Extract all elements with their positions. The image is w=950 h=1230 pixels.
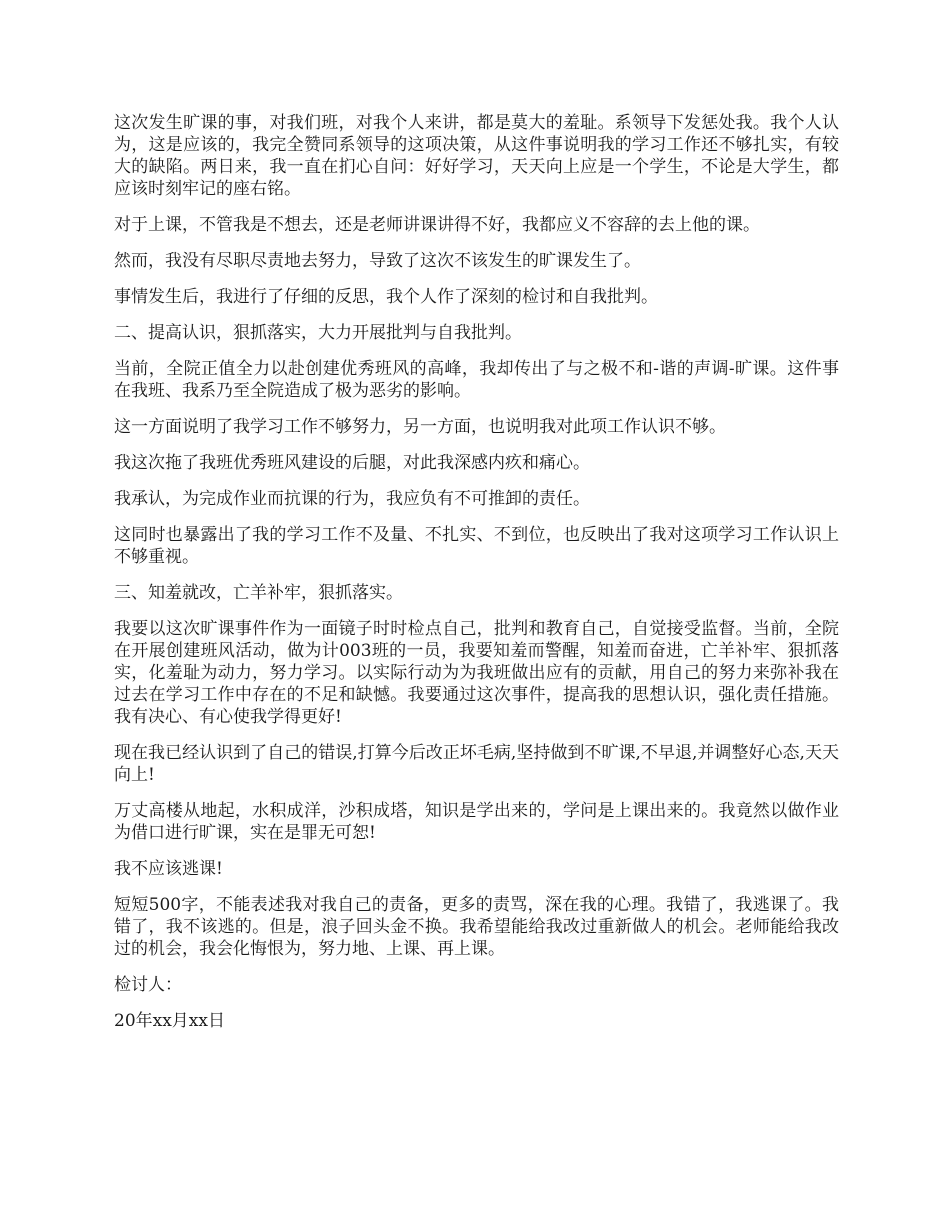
date-line: 20年xx月xx日	[114, 1011, 225, 1031]
paragraph-exposed-problems: 这同时也暴露出了我的学习工作不及量、不扎实、不到位，也反映出了我对这项学习工作认识上不够重视。	[114, 525, 839, 567]
section-heading-three: 三、知羞就改，亡羊补牢，狠抓落实。	[114, 583, 403, 603]
paragraph-realized-mistake: 现在我已经认识到了自己的错误,打算今后改正坏毛病,坚持做到不旷课,不早退,并调整好心态,天天向上!	[114, 743, 839, 785]
paragraph-insufficient-effort: 这一方面说明了我学习工作不够努力，另一方面，也说明我对此项工作认识不够。	[114, 417, 726, 437]
paragraph-mirror: 我要以这次旷课事件作为一面镜子时时检点自己，批判和教育自己，自觉接受监督。当前，全院在开展创建班风活动，做为计003班的一员，我要知羞而警醒，知羞而奋进，亡羊补牢、狠抓落实，化羞耻为动力，努力学习。以实际行动为为我班做出应有的贡献，用自己的努力来弥补我在过去在学习工作中存在的不足和缺憾。我要通过这次事件，提高我的思想认识，强化责任措施。我有决心、有心使我学得更好!	[114, 619, 839, 727]
signature-label: 检讨人：	[114, 975, 182, 995]
paragraph-attend-class: 对于上课，不管我是不想去，还是老师讲课讲得不好，我都应义不容辞的去上他的课。	[114, 215, 760, 235]
paragraph-current-situation: 当前，全院正值全力以赴创建优秀班风的高峰，我却传出了与之极不和-谐的声调-旷课。这件事在我班、我系乃至全院造成了极为恶劣的影响。	[114, 359, 839, 401]
paragraph-admit-responsibility: 我承认，为完成作业而抗课的行为，我应负有不可推卸的责任。	[114, 489, 590, 509]
paragraph-failure: 然而，我没有尽职尽责地去努力，导致了这次不该发生的旷课发生了。	[114, 251, 641, 271]
paragraph-proverb: 万丈高楼从地起，水积成洋，沙积成塔，知识是学出来的，学问是上课出来的。我竟然以做作业为借口进行旷课，实在是罪无可恕!	[114, 801, 839, 843]
paragraph-reflection: 事情发生后，我进行了仔细的反思，我个人作了深刻的检讨和自我批判。	[114, 287, 658, 307]
paragraph-should-not-skip: 我不应该逃课!	[114, 859, 223, 879]
paragraph-intro: 这次发生旷课的事，对我们班，对我个人来讲，都是莫大的羞耻。系领导下发惩处我。我个人认为，这是应该的，我完全赞同系领导的这项决策，从这件事说明我的学习工作还不够扎实，有较大的缺陷。两日来，我一直在扪心自问：好好学习，天天向上应是一个学生，不论是大学生，都应该时刻牢记的座右铭。	[114, 113, 839, 199]
section-heading-two: 二、提高认识，狠抓落实，大力开展批判与自我批判。	[114, 323, 522, 343]
document-body	[114, 112, 839, 1046]
paragraph-held-back: 我这次拖了我班优秀班风建设的后腿，对此我深感内疚和痛心。	[114, 453, 590, 473]
paragraph-apology: 短短500字，不能表述我对我自己的责备，更多的责骂，深在我的心理。我错了，我逃课了。我错了，我不该逃的。但是，浪子回头金不换。我希望能给我改过重新做人的机会。老师能给我改过的机会，我会化悔恨为，努力地、上课、再上课。	[114, 895, 839, 959]
